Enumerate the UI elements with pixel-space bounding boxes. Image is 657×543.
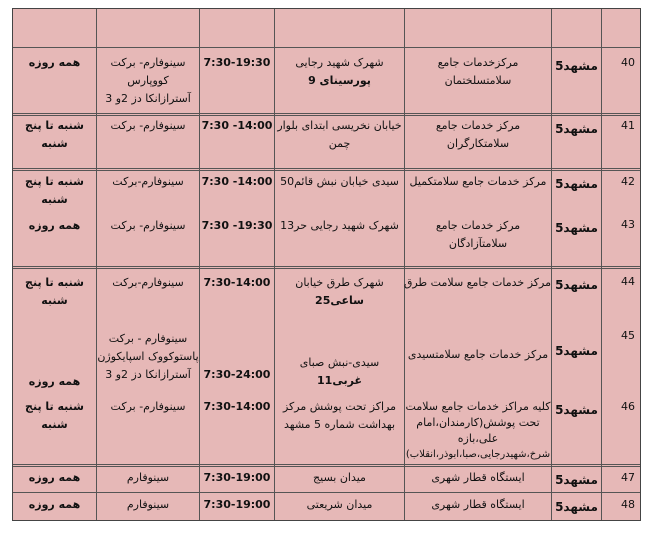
center-name-line1: مرکز خدمات جامع سلامتسیدی — [407, 348, 549, 361]
city-cell: مشهد5 — [555, 122, 598, 136]
address-line1: میدان شریعتی — [306, 498, 373, 511]
center-name-line2: تحت پوشش(کارمندان،امام — [416, 416, 540, 429]
address-line2: ساعی25 — [315, 294, 364, 307]
address-line1: سیدی-نبش صبای — [299, 356, 380, 369]
center-name-line1: مرکز خدمات جامع سلامتکمیل — [409, 175, 547, 188]
row-divider — [13, 266, 640, 269]
hours-cell: 7:30 -14:00 — [201, 175, 273, 188]
address-line1: سیدی خیابان نبش قائم50 — [280, 175, 399, 188]
address-line1: مراکز تحت پوشش مرکز — [282, 400, 397, 413]
center-name-line1: مرکزخدمات جامع — [437, 56, 519, 69]
days-line2: شنبه — [41, 193, 68, 206]
row-number: 42 — [621, 175, 635, 188]
center-name-line1: ایستگاه قطار شهری — [431, 498, 525, 511]
vaccine-line1: سینوفارم — [126, 471, 170, 484]
row-divider — [13, 464, 640, 467]
row-number: 45 — [621, 329, 635, 342]
days-cell: همه روزه — [28, 219, 81, 232]
city-cell: مشهد5 — [555, 403, 598, 417]
days-line1: شنبه تا پنج — [25, 400, 84, 413]
row-number: 48 — [621, 498, 635, 511]
col-divider — [601, 9, 602, 520]
city-cell: مشهد5 — [555, 278, 598, 292]
vaccine-line3: آسترازانکا دز 2و 3 — [105, 368, 191, 381]
hours-cell: 7:30-14:00 — [203, 400, 271, 413]
vaccine-line1: سینوفارم- برکت — [110, 400, 186, 413]
center-name-line1: ایستگاه قطار شهری — [431, 471, 525, 484]
city-cell: مشهد5 — [555, 473, 598, 487]
city-cell: مشهد5 — [555, 177, 598, 191]
center-name-line1: مرکز خدمات جامع — [435, 219, 521, 232]
col-divider — [551, 9, 552, 520]
vaccine-line1: سینوفارم- برکت — [110, 119, 186, 132]
vaccine-line2: کووپارس — [127, 74, 169, 87]
center-name-line2: سلامتسلختمان — [444, 74, 512, 87]
days-line2: شنبه — [41, 137, 68, 150]
hours-cell: 7:30 -19:30 — [201, 219, 273, 232]
days-cell: همه روزه — [28, 498, 81, 511]
hours-cell: 7:30-19:00 — [203, 471, 271, 484]
vaccine-line3: آسترازانکا دز 2و 3 — [105, 92, 191, 105]
vaccine-line1: سینوفارم-برکت — [112, 276, 184, 289]
row-divider — [13, 47, 640, 48]
row-divider — [13, 492, 640, 493]
city-cell: مشهد5 — [555, 221, 598, 235]
center-name-line4: شرخ،شهیدرجایی،صبا،ابوذر،انقلاب) — [405, 449, 551, 460]
address-line2: غربی11 — [317, 374, 362, 387]
address-line1: میدان بسیج — [313, 471, 366, 484]
days-line2: شنبه — [41, 294, 68, 307]
address-line1: خیابان نخریسی ابتدای بلوار — [277, 119, 402, 132]
center-name-line1: مرکز خدمات جامع سلامت طرق — [403, 276, 551, 289]
vaccine-line1: سینوفارم-برکت — [112, 175, 184, 188]
days-line1: شنبه تا پنج — [25, 175, 84, 188]
address-line2: چمن — [328, 137, 351, 150]
vaccine-line1: سینوفارم- برکت — [110, 56, 186, 69]
row-number: 47 — [621, 471, 635, 484]
address-line1: شهرک طرق خیابان — [295, 276, 384, 289]
clinic-schedule-table — [12, 8, 641, 521]
row-number: 46 — [621, 400, 635, 413]
center-name-line1: مرکز خدمات جامع — [435, 119, 521, 132]
row-number: 44 — [621, 275, 635, 288]
days-cell: همه روزه — [28, 375, 81, 388]
days-line1: شنبه تا پنج — [25, 276, 84, 289]
days-cell: همه روزه — [28, 471, 81, 484]
row-divider — [13, 168, 640, 171]
city-cell: مشهد5 — [555, 344, 598, 358]
vaccine-line1: سینوفارم - برکت — [108, 332, 188, 345]
row-divider — [13, 113, 640, 116]
hours-cell: 7:30-19:00 — [203, 498, 271, 511]
center-name-line2: سلامتآزادگان — [448, 237, 508, 250]
row-number: 41 — [621, 119, 635, 132]
address-line1: شهرک شهید رجایی حر13 — [280, 219, 399, 232]
vaccine-line1: سینوفارم- برکت — [110, 219, 186, 232]
days-line1: شنبه تا پنج — [25, 119, 84, 132]
address-line2: پورسینای 9 — [308, 74, 371, 87]
days-cell: همه روزه — [28, 56, 81, 69]
hours-cell: 7:30 -14:00 — [201, 119, 273, 132]
col-divider — [199, 9, 200, 520]
address-line1: شهرک شهید رجایی — [295, 56, 384, 69]
row-number: 40 — [621, 56, 635, 69]
center-name-line2: سلامتکارگران — [446, 137, 510, 150]
vaccine-line1: سینوفارم — [126, 498, 170, 511]
center-name-line3: علی،بازه — [457, 432, 499, 445]
address-line2: بهداشت شماره 5 مشهد — [283, 418, 396, 431]
row-number: 43 — [621, 218, 635, 231]
city-cell: مشهد5 — [555, 500, 598, 514]
vaccine-line2: پاستوکووک اسپایکوژن — [97, 350, 199, 363]
days-line2: شنبه — [41, 418, 68, 431]
center-name-line1: کلیه مراکز خدمات جامع سلامت — [405, 400, 551, 413]
hours-cell: 7:30-24:00 — [203, 368, 271, 381]
hours-cell: 7:30-19:30 — [203, 56, 271, 69]
city-cell: مشهد5 — [555, 59, 598, 73]
hours-cell: 7:30-14:00 — [203, 276, 271, 289]
